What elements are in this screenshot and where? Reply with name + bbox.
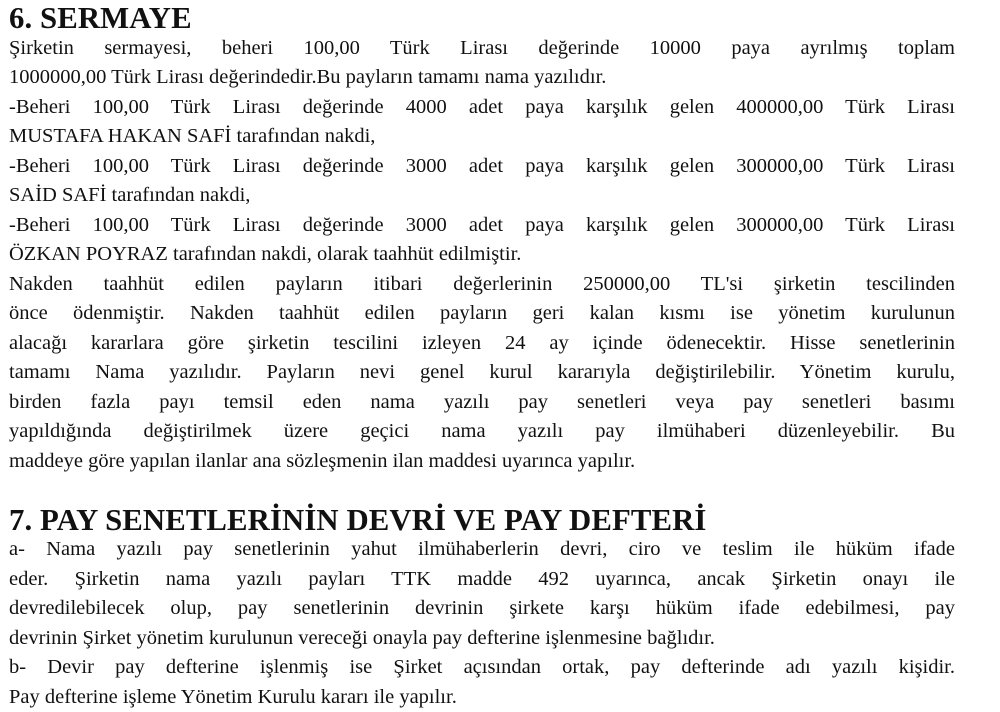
- text-line: a- Nama yazılı pay senetlerinin yahut ilmühaberlerin devri, ciro ve teslim ile hüküm ifade: [9, 538, 955, 560]
- text-line: b- Devir pay defterine işlenmiş ise Şirket açısından ortak, pay defterinde adı yazılı kişidir.: [9, 656, 955, 678]
- text-line: -Beheri 100,00 Türk Lirası değerinde 4000 adet paya karşılık gelen 400000,00 Türk Lirası: [9, 95, 955, 118]
- section-sermaye: [9, 1, 955, 476]
- text-line: tamamı Nama yazılıdır. Payların nevi genel kurul kararıyla değiştirilebilir. Yönetim kurulu,: [9, 361, 955, 383]
- text-line: Şirketin sermayesi, beheri 100,00 Türk Lirası değerinde 10000 paya ayrılmış toplam: [9, 36, 955, 59]
- section-body: [9, 535, 955, 712]
- section-spacer: [9, 476, 955, 506]
- document-page: [9, 1, 955, 712]
- text-line: -Beheri 100,00 Türk Lirası değerinde 3000 adet paya karşılık gelen 300000,00 Türk Lirası: [9, 154, 955, 177]
- text-line: alacağı kararlara göre şirketin tescilini izleyen 24 ay içinde ödenecektir. Hisse senetlerinin: [9, 331, 955, 354]
- text-line: ÖZKAN POYRAZ tarafından nakdi, olarak taahhüt edilmiştir.: [9, 243, 522, 265]
- text-line: Nakden taahhüt edilen payların itibari değerlerinin 250000,00 TL'si şirketin tescilinden: [9, 272, 955, 295]
- text-line: birden fazla payı temsil eden nama yazılı pay senetleri veya pay senetleri basımı: [9, 390, 955, 413]
- text-line: devredilebilecek olup, pay senetlerinin devrinin şirkete karşı hüküm ifade edebilmesi, pay: [9, 597, 955, 619]
- text-line: devrinin Şirket yönetim kurulunun vereceği onayla pay defterine işlenmesine bağlıdır.: [9, 626, 715, 649]
- text-line: -Beheri 100,00 Türk Lirası değerinde 3000 adet paya karşılık gelen 300000,00 Türk Lirası: [9, 213, 955, 236]
- text-line: Pay defterine işleme Yönetim Kurulu kararı ile yapılır.: [9, 685, 457, 708]
- text-line: eder. Şirketin nama yazılı payları TTK madde 492 uyarınca, ancak Şirketin onayı ile: [9, 567, 955, 590]
- text-line: önce ödenmiştir. Nakden taahhüt edilen payların geri kalan kısmı ise yönetim kurulunun: [9, 302, 955, 324]
- text-line: MUSTAFA HAKAN SAFİ tarafından nakdi,: [9, 125, 376, 147]
- text-line: yapıldığında değiştirilmek üzere geçici nama yazılı pay ilmühaberi düzenleyebilir. Bu: [9, 420, 955, 442]
- section-heading: 6. SERMAYE: [9, 1, 192, 35]
- section-pay-senetleri: [9, 502, 955, 712]
- text-line: maddeye göre yapılan ilanlar ana sözleşmenin ilan maddesi uyarınca yapılır.: [9, 449, 636, 472]
- text-line: 1000000,00 Türk Lirası değerindedir.Bu payların tamamı nama yazılıdır.: [9, 66, 607, 88]
- section-body: [9, 34, 955, 477]
- text-line: SAİD SAFİ tarafından nakdi,: [9, 184, 251, 206]
- section-heading: 7. PAY SENETLERİNİN DEVRİ VE PAY DEFTERİ: [9, 502, 707, 537]
